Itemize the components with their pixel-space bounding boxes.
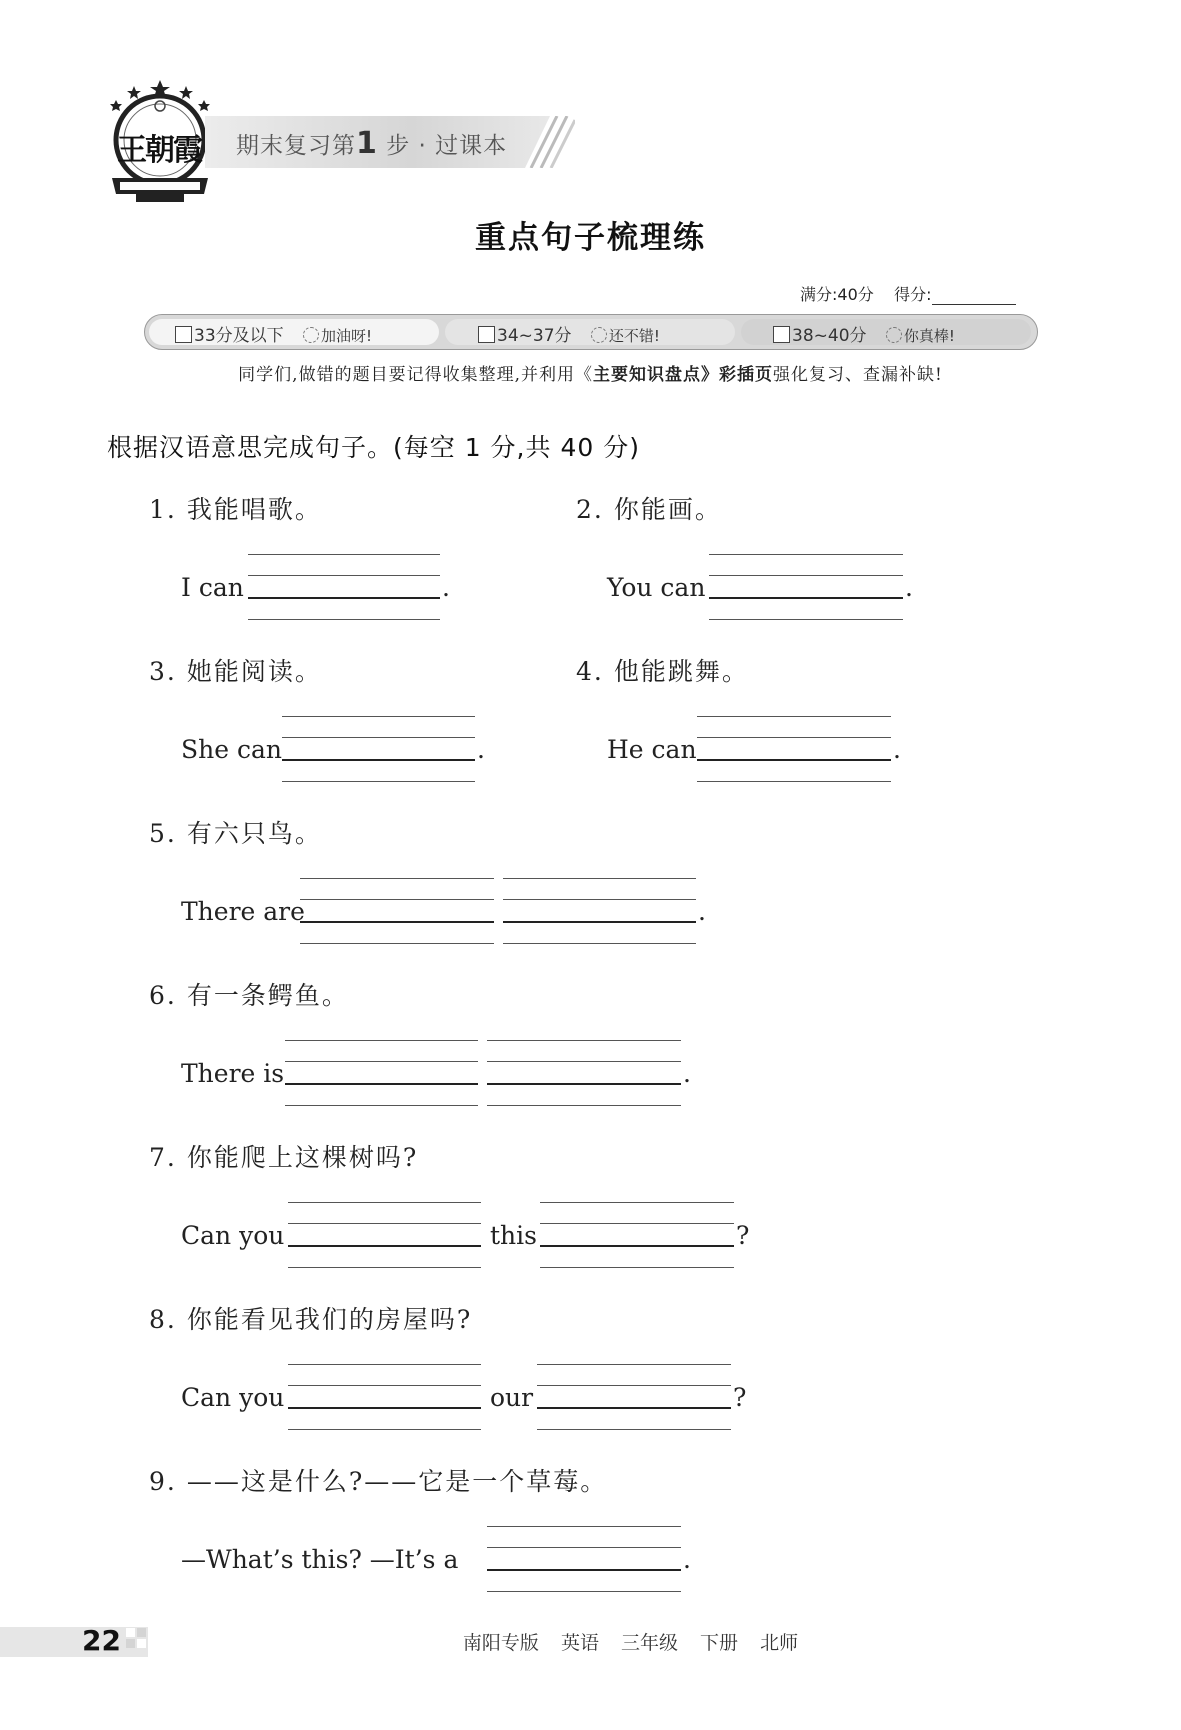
question-prompt: 2. 你能画。 (576, 495, 722, 524)
notice-text: 同学们,做错的题目要记得收集整理,并利用《主要知识盘点》彩插页强化复习、查漏补缺! (238, 365, 943, 385)
answer-stem: Can you (181, 1383, 285, 1412)
grade-checkbox[interactable] (175, 326, 192, 343)
answer-stem: Can you (181, 1221, 285, 1250)
answer-stem: He can (607, 735, 697, 764)
answer-stem: She can (181, 735, 282, 764)
answer-punct: . (442, 573, 450, 602)
answer-stem-mid: this (490, 1221, 537, 1250)
score-line (800, 282, 1016, 305)
score-label: 得分: (894, 285, 932, 304)
page-number: 22 (82, 1624, 121, 1657)
grade-item-high: 38~40分 你真棒! (773, 321, 955, 346)
instruction: 根据汉语意思完成句子。(每空 1 分,共 40 分) (107, 433, 640, 462)
question-prompt: 8. 你能看见我们的房屋吗? (149, 1305, 473, 1334)
question-prompt: 4. 他能跳舞。 (576, 657, 749, 686)
grade-checkbox[interactable] (773, 326, 790, 343)
question-prompt: 6. 有一条鳄鱼。 (149, 981, 349, 1010)
answer-stem: —What’s this? —It’s a (181, 1545, 459, 1574)
answer-punct: . (683, 1059, 691, 1088)
logo-text: 王朝霞 (117, 133, 201, 168)
grade-item-low: 33分及以下 加油呀! (175, 321, 372, 346)
answer-blank[interactable] (288, 1364, 481, 1430)
answer-stem: There is (181, 1059, 285, 1088)
answer-blank[interactable] (697, 716, 891, 782)
answer-stem: There are (181, 897, 305, 926)
answer-stem-mid: our (490, 1383, 534, 1412)
grade-checkbox[interactable] (478, 326, 495, 343)
question-prompt: 1. 我能唱歌。 (149, 495, 322, 524)
answer-blank[interactable] (300, 878, 494, 944)
answer-blank[interactable] (487, 1040, 681, 1106)
answer-blank[interactable] (540, 1202, 734, 1268)
answer-blank[interactable] (537, 1364, 731, 1430)
smile-icon (886, 327, 902, 343)
answer-blank[interactable] (288, 1202, 481, 1268)
question-prompt: 5. 有六只鸟。 (149, 819, 322, 848)
answer-punct: . (698, 897, 706, 926)
answer-blank[interactable] (282, 716, 475, 782)
footer-info: 南阳专版 英语 三年级 下册 北师 (462, 1632, 799, 1654)
answer-punct: . (477, 735, 485, 764)
smile-icon (303, 327, 319, 343)
question-prompt: 9. ——这是什么?——它是一个草莓。 (149, 1467, 608, 1496)
grade-item-mid: 34~37分 还不错! (478, 321, 660, 346)
answer-blank[interactable] (285, 1040, 478, 1106)
full-score: 满分:40分 (800, 285, 874, 304)
answer-punct: . (683, 1545, 691, 1574)
answer-blank[interactable] (248, 554, 440, 620)
question-prompt: 3. 她能阅读。 (149, 657, 322, 686)
page-title: 重点句子梳理练 (475, 220, 706, 256)
answer-punct: . (905, 573, 913, 602)
answer-punct: ? (736, 1221, 750, 1250)
answer-blank[interactable] (503, 878, 696, 944)
answer-punct: . (893, 735, 901, 764)
grade-bar (144, 314, 1038, 350)
answer-punct: ? (733, 1383, 747, 1412)
answer-blank[interactable] (487, 1526, 681, 1592)
score-blank[interactable] (932, 289, 1016, 305)
banner-title: 期末复习第1 步 · 过课本 (236, 126, 508, 161)
smile-icon (591, 327, 607, 343)
answer-stem: I can (181, 573, 244, 602)
answer-stem: You can (607, 573, 706, 602)
answer-blank[interactable] (709, 554, 903, 620)
question-prompt: 7. 你能爬上这棵树吗? (149, 1143, 419, 1172)
